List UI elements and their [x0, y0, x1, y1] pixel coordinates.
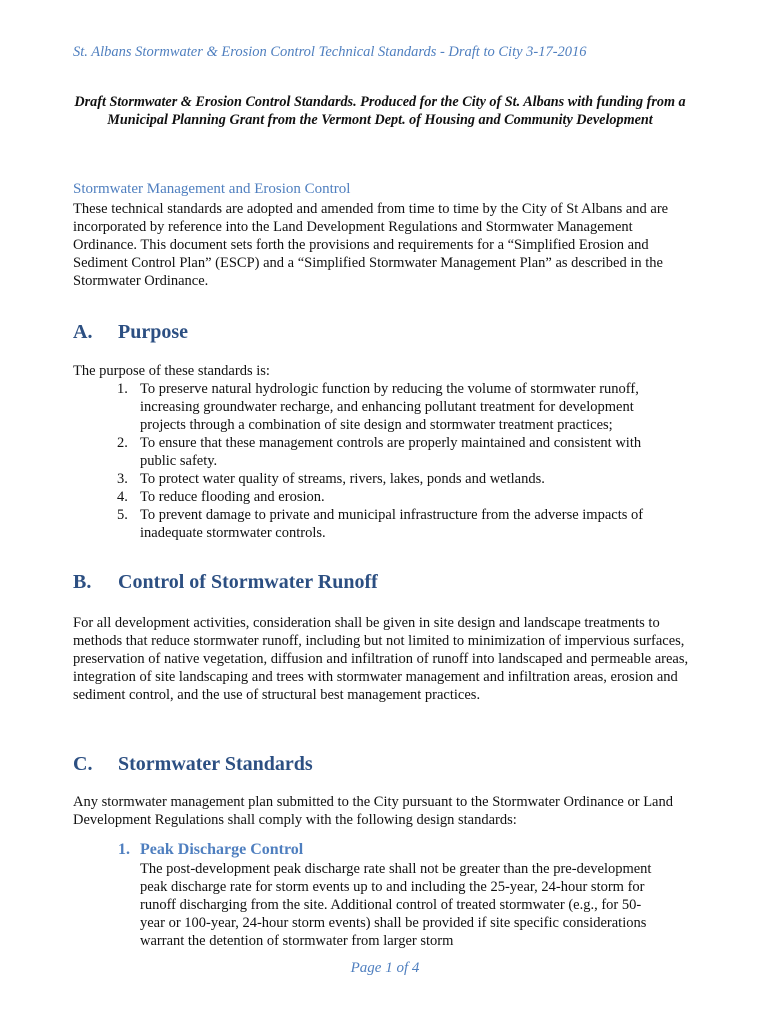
list-item [117, 380, 675, 434]
section-c-title: Stormwater Standards [118, 753, 313, 775]
list-item-number: 4. [117, 489, 128, 505]
list-item-text: To preserve natural hydrologic function by reducing the volume of stormwater runoff, increasing groundwater recharge, and enhancing pollutant treatment for development projects through a combination of site design and stormwater treatment practices; [140, 381, 639, 433]
section-c-letter: C. [73, 753, 93, 775]
list-item [117, 506, 675, 542]
section-b-heading [73, 571, 378, 594]
page-number: Page 1 of 4 [350, 960, 420, 976]
section-b-paragraph: For all development activities, consideration shall be given in site design and landscape treatments to methods that reduce stormwater runoff, including but not limited to minimization of impervious surfaces, preservation of native vegetation, diffusion and infiltration of runoff into landscaped and permeable areas, integration of site landscaping and trees with stormwater management and infiltration areas, erosion and sediment control, and the use of structural best management practices. [73, 615, 689, 703]
section-c-heading [73, 753, 313, 776]
peak-discharge-paragraph: The post-development peak discharge rate shall not be greater than the pre-development peak discharge rate for storm events up to and including the 25-year, 24-hour storm for runoff discharging from the site. Additional control of treated stormwater (e.g., for 50-year or 100-year, 24-hour storm events) shall be provided if site specific considerations warrant the detention of stormwater from larger storm [140, 861, 652, 949]
list-item [117, 470, 675, 488]
list-item-number: 5. [117, 507, 128, 523]
section-a-heading [73, 321, 188, 344]
list-item-text: To reduce flooding and erosion. [140, 489, 325, 505]
subsection-title: Peak Discharge Control [140, 841, 304, 858]
running-header: St. Albans Stormwater & Erosion Control Technical Standards - Draft to City 3-17-2016 [73, 44, 587, 60]
list-item-number: 3. [117, 471, 128, 487]
section-b-title: Control of Stormwater Runoff [118, 571, 378, 593]
list-item-number: 1. [117, 381, 128, 397]
purpose-lead: The purpose of these standards is: [73, 363, 270, 379]
list-item-text: To protect water quality of streams, rivers, lakes, ponds and wetlands. [140, 471, 545, 487]
section-a-title: Purpose [118, 321, 188, 343]
document-title: Draft Stormwater & Erosion Control Standards. Produced for the City of St. Albans with funding from a Municipal Planning Grant from the Vermont Dept. of Housing and Community Development [74, 94, 686, 129]
list-item-number: 2. [117, 435, 128, 451]
peak-discharge-heading [118, 841, 303, 859]
intro-heading: Stormwater Management and Erosion Control [73, 181, 351, 197]
list-item [117, 434, 675, 470]
list-item-text: To ensure that these management controls are properly maintained and consistent with public safety. [140, 435, 642, 469]
section-a-letter: A. [73, 321, 93, 343]
subsection-number: 1. [118, 841, 130, 858]
list-item [117, 488, 675, 506]
intro-paragraph: These technical standards are adopted and amended from time to time by the City of St Albans and are incorporated by reference into the Land Development Regulations and Stormwater Management Ordinance. This document sets forth the provisions and requirements for a “Simplified Erosion and Sediment Control Plan” (ESCP) and a “Simplified Stormwater Management Plan” as described in the Stormwater Ordinance. [73, 201, 669, 289]
section-b-letter: B. [73, 571, 92, 593]
purpose-list [117, 380, 675, 542]
list-item-text: To prevent damage to private and municipal infrastructure from the adverse impacts of inadequate stormwater controls. [140, 507, 644, 541]
section-c-paragraph: Any stormwater management plan submitted to the City pursuant to the Stormwater Ordinance or Land Development Regulations shall comply with the following design standards: [73, 794, 673, 828]
